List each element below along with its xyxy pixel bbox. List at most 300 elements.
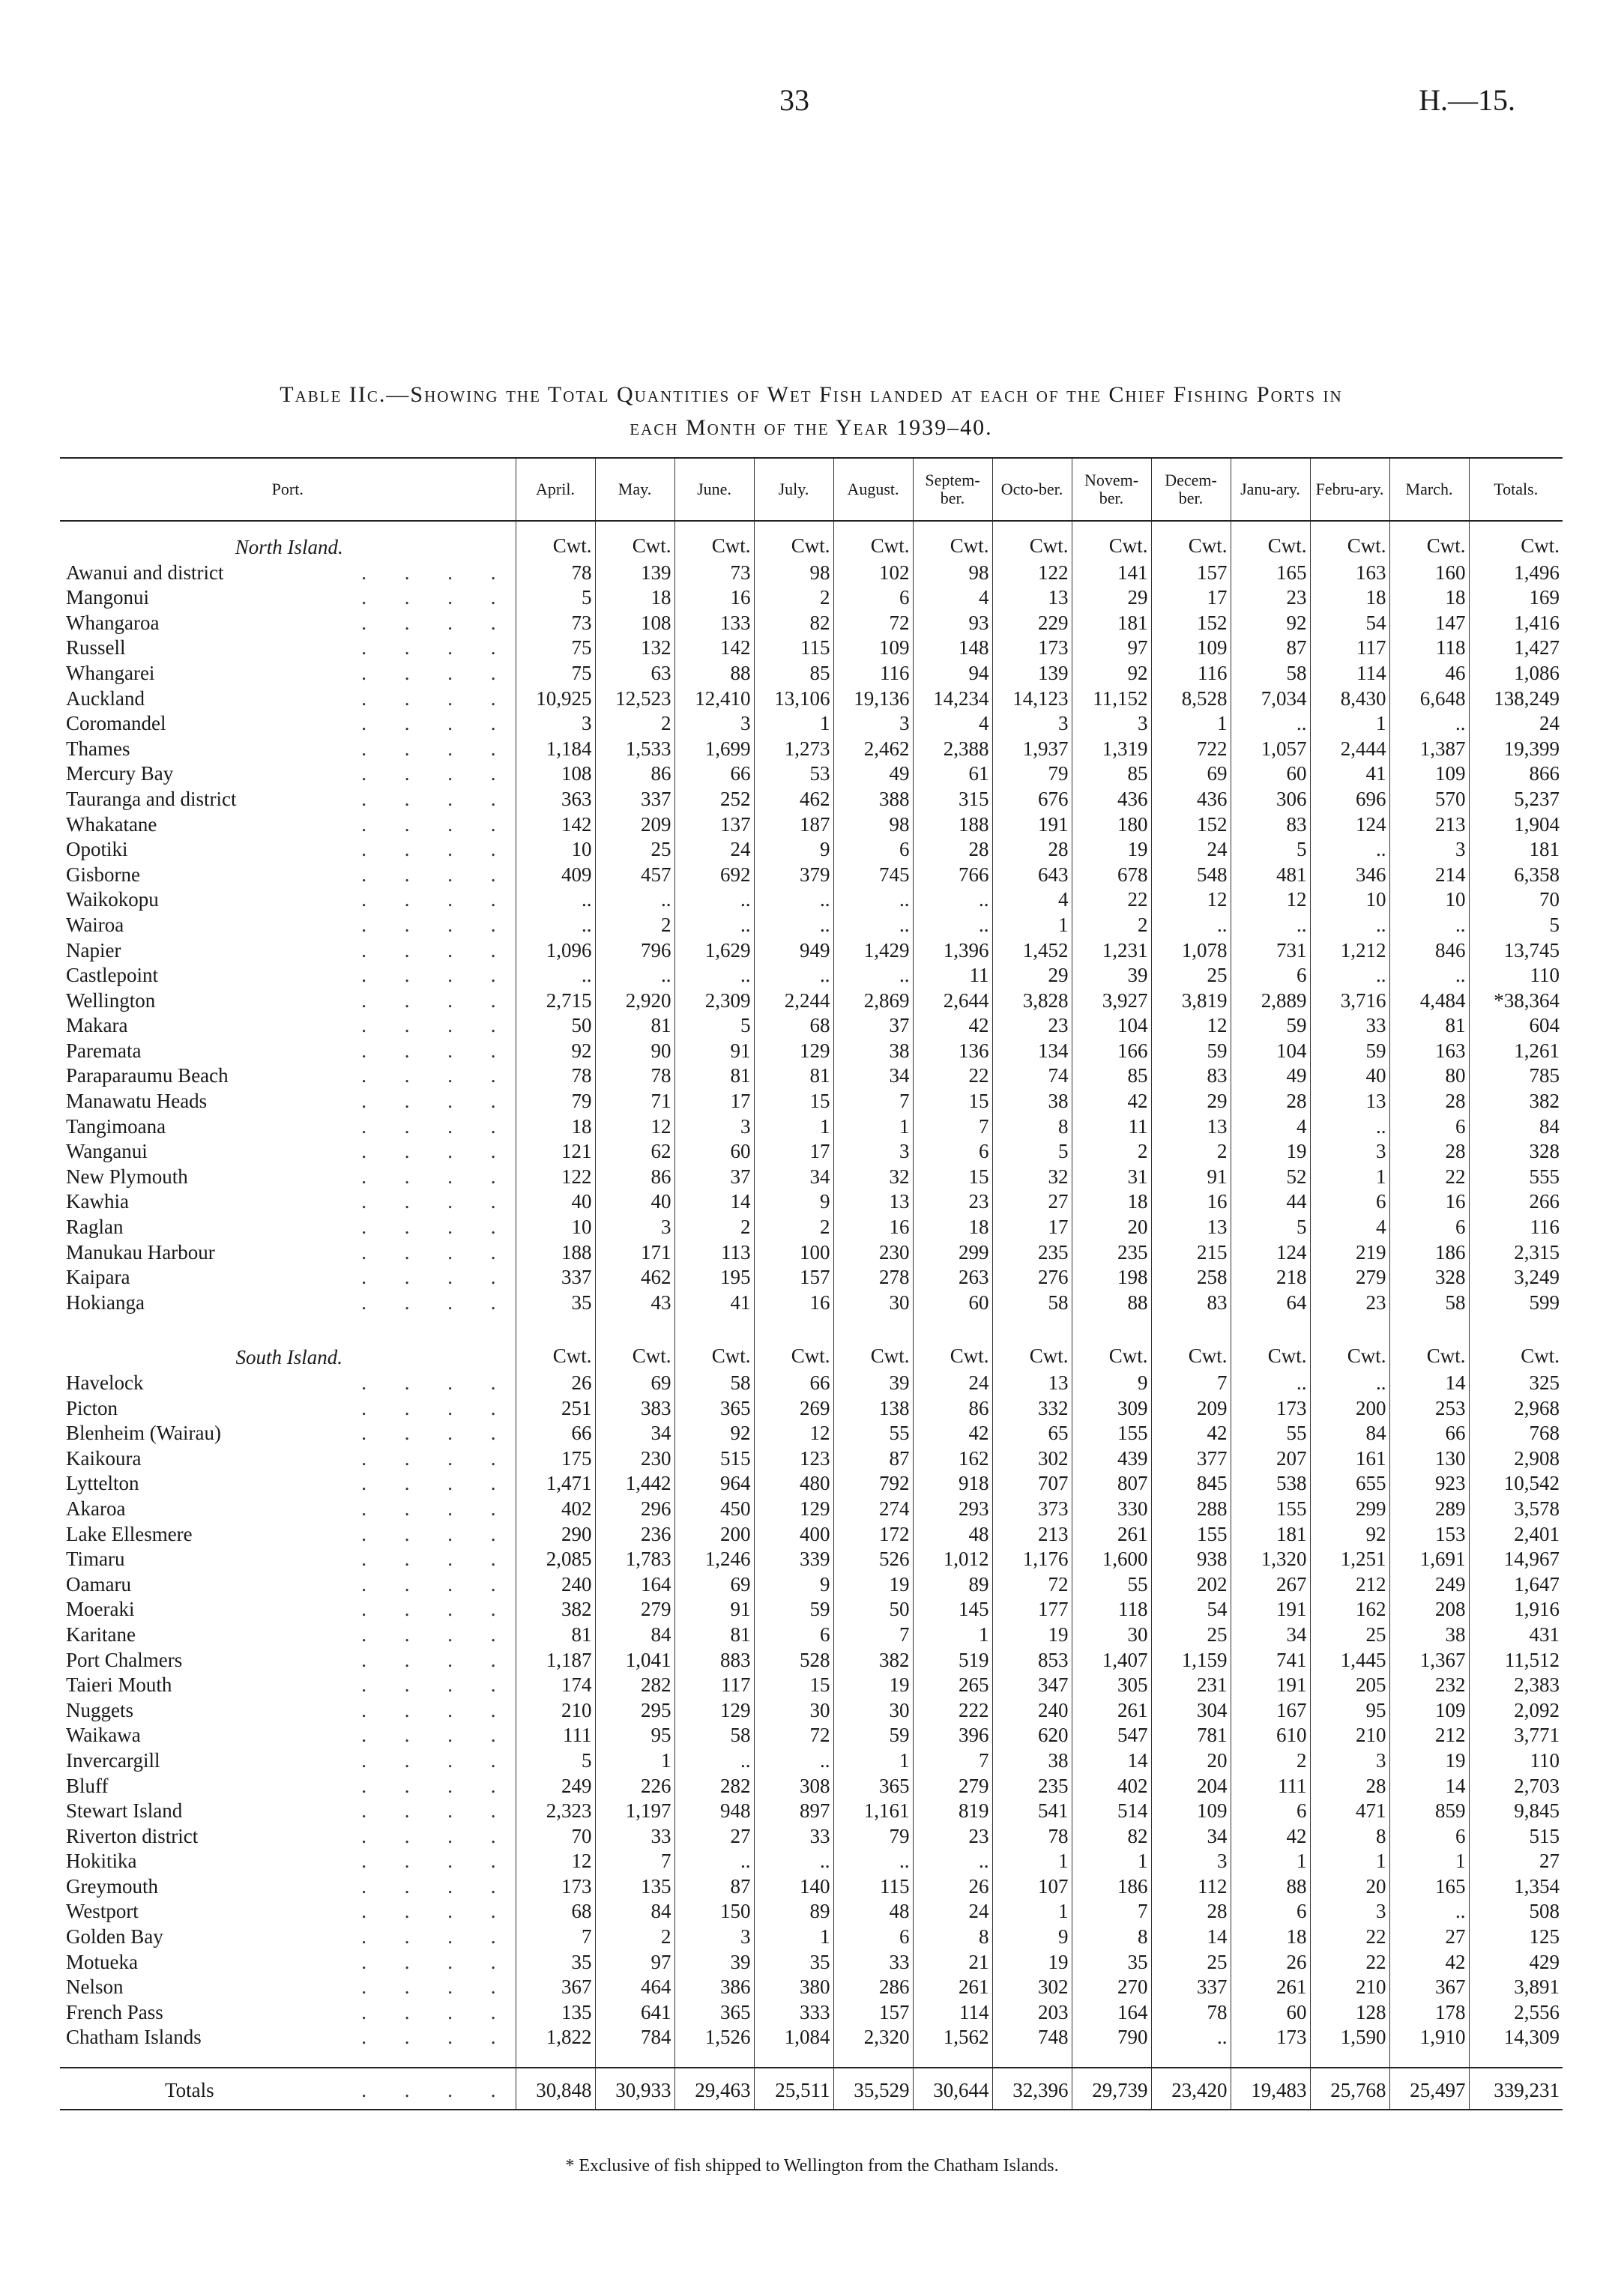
month-value-cell: 18 [516, 1114, 595, 1140]
unit-label: Cwt. [913, 521, 992, 561]
month-value-cell: 19 [1072, 837, 1151, 863]
leader-dots: . . . . [361, 636, 513, 659]
column-header: Decem-ber. [1151, 458, 1231, 521]
month-value-cell: 3 [1310, 1748, 1389, 1774]
month-value-cell: 59 [1231, 1013, 1310, 1039]
month-value-cell: 30 [833, 1291, 913, 1316]
section-heading: North Island. [235, 536, 343, 558]
leader-dots: . . . . [361, 1140, 513, 1163]
spacer-cell [595, 1315, 674, 1332]
port-name-cell [60, 1522, 516, 1548]
month-value-cell: 42 [1231, 1824, 1310, 1850]
unit-label: Cwt. [992, 1332, 1072, 1371]
table-row [60, 787, 1563, 812]
port-name-cell [60, 2025, 516, 2050]
month-value-cell: 23 [992, 1013, 1072, 1039]
table-row [60, 686, 1563, 712]
leader-dots: . . . . [361, 1472, 513, 1495]
month-value-cell: 81 [674, 1623, 754, 1648]
month-value-cell: 175 [516, 1446, 595, 1472]
month-value-cell: 32 [992, 1165, 1072, 1190]
port-name: Havelock [66, 1371, 144, 1394]
month-value-cell: 4 [992, 887, 1072, 913]
month-value-cell: 198 [1072, 1265, 1151, 1291]
month-value-cell: 1,231 [1072, 938, 1151, 964]
unit-label: Cwt. [1389, 1332, 1469, 1371]
leader-dots: . . . . [361, 2079, 513, 2102]
table-row [60, 863, 1563, 888]
leader-dots: . . . . [361, 1266, 513, 1289]
month-value-cell: 97 [595, 1950, 674, 1975]
leader-dots: . . . . [361, 1371, 513, 1394]
table-row [60, 1572, 1563, 1598]
month-value-cell: 165 [1231, 561, 1310, 586]
column-header: Octo-ber. [992, 458, 1072, 521]
port-name-cell [60, 1165, 516, 1190]
month-value-cell: 186 [1389, 1240, 1469, 1266]
month-value-cell: 66 [516, 1421, 595, 1446]
month-value-cell: 24 [674, 837, 754, 863]
month-value-cell: 22 [1310, 1950, 1389, 1975]
month-value-cell: 230 [833, 1240, 913, 1266]
port-name: Timaru [66, 1548, 125, 1571]
month-value-cell: 1,407 [1072, 1648, 1151, 1673]
month-value-cell: 59 [1310, 1039, 1389, 1064]
table-row [60, 1748, 1563, 1774]
month-value-cell: 938 [1151, 1547, 1231, 1572]
row-total-cell: 266 [1469, 1189, 1563, 1215]
port-name-cell [60, 1547, 516, 1572]
month-value-cell: 139 [595, 561, 674, 586]
month-value-cell: 464 [595, 1975, 674, 2000]
month-value-cell: 373 [992, 1497, 1072, 1522]
month-value-cell: 187 [754, 812, 833, 838]
unit-label: Cwt. [833, 1332, 913, 1371]
month-value-cell: 2,320 [833, 2025, 913, 2050]
row-total-cell: 785 [1469, 1063, 1563, 1089]
month-value-cell: 66 [674, 761, 754, 787]
month-value-cell: 337 [595, 787, 674, 812]
month-value-cell: 23 [913, 1824, 992, 1850]
month-value-cell: 6 [1231, 1799, 1310, 1824]
row-total-cell: 14,309 [1469, 2025, 1563, 2050]
month-value-cell: 386 [674, 1975, 754, 2000]
table-row [60, 1497, 1563, 1522]
month-value-cell: 10 [1310, 887, 1389, 913]
port-name-cell [60, 1215, 516, 1240]
month-value-cell: 2,085 [516, 1547, 595, 1572]
spacer-cell [913, 2050, 992, 2068]
month-value-cell: 363 [516, 787, 595, 812]
row-total-cell: 181 [1469, 837, 1563, 863]
month-value-cell: 20 [1310, 1874, 1389, 1900]
row-total-cell: 508 [1469, 1899, 1563, 1925]
month-value-cell: 7 [833, 1089, 913, 1114]
row-total-cell: 382 [1469, 1089, 1563, 1114]
month-value-cell: .. [1310, 1371, 1389, 1396]
month-value-cell: 29 [992, 963, 1072, 988]
month-value-cell: 91 [674, 1597, 754, 1623]
row-total-cell: 110 [1469, 1748, 1563, 1774]
month-value-cell: 5 [674, 1013, 754, 1039]
month-value-cell: 219 [1310, 1240, 1389, 1266]
month-value-cell: 157 [1151, 561, 1231, 586]
month-value-cell: 6 [913, 1139, 992, 1165]
month-value-cell: 14 [1389, 1371, 1469, 1396]
port-name-cell [60, 1698, 516, 1724]
month-value-cell: 92 [1072, 661, 1151, 686]
port-name: Hokianga [66, 1291, 145, 1314]
port-name-cell [60, 1849, 516, 1874]
month-value-cell: 1,212 [1310, 938, 1389, 964]
month-value-cell: 109 [1151, 1799, 1231, 1824]
month-value-cell: 98 [913, 561, 992, 586]
spacer-cell [1469, 2050, 1563, 2068]
month-value-cell: 3 [674, 1114, 754, 1140]
month-value-cell: 19 [833, 1673, 913, 1698]
table-row [60, 2000, 1563, 2026]
port-name-cell [60, 863, 516, 888]
month-value-cell: 3,716 [1310, 988, 1389, 1014]
port-name: Golden Bay [66, 1925, 163, 1949]
month-value-cell: 88 [1231, 1874, 1310, 1900]
row-total-cell: 2,968 [1469, 1396, 1563, 1422]
month-value-cell: 207 [1231, 1446, 1310, 1472]
month-value-cell: .. [1151, 913, 1231, 938]
month-value-cell: 261 [1072, 1698, 1151, 1724]
port-name: Invercargill [66, 1748, 160, 1772]
month-value-cell: 65 [992, 1421, 1072, 1446]
table-row [60, 812, 1563, 838]
month-value-cell: 18 [913, 1215, 992, 1240]
row-total-cell: 2,703 [1469, 1774, 1563, 1799]
month-total-cell: 35,529 [833, 2068, 913, 2110]
month-value-cell: 265 [913, 1673, 992, 1698]
month-value-cell: 6 [833, 837, 913, 863]
port-name: Tangimoana [66, 1114, 166, 1138]
row-total-cell: 84 [1469, 1114, 1563, 1140]
month-value-cell: 6,648 [1389, 686, 1469, 712]
port-name-cell [60, 1623, 516, 1648]
month-value-cell: 177 [992, 1597, 1072, 1623]
month-value-cell: 964 [674, 1471, 754, 1497]
row-total-cell: 11,512 [1469, 1648, 1563, 1673]
month-value-cell: 29 [1072, 585, 1151, 611]
month-value-cell: 337 [1151, 1975, 1231, 2000]
month-value-cell: 1,600 [1072, 1547, 1151, 1572]
month-value-cell: 81 [516, 1623, 595, 1648]
row-total-cell: 3,578 [1469, 1497, 1563, 1522]
month-value-cell: 1 [833, 1114, 913, 1140]
month-value-cell: 222 [913, 1698, 992, 1724]
column-header: Novem-ber. [1072, 458, 1151, 521]
spacer-cell [992, 2050, 1072, 2068]
month-value-cell: 108 [516, 761, 595, 787]
port-name-cell [60, 561, 516, 586]
month-value-cell: 181 [1231, 1522, 1310, 1548]
port-name: Makara [66, 1014, 128, 1037]
month-value-cell: .. [833, 963, 913, 988]
month-value-cell: 124 [1310, 812, 1389, 838]
row-total-cell: 6,358 [1469, 863, 1563, 888]
month-value-cell: .. [1389, 711, 1469, 737]
month-value-cell: 49 [833, 761, 913, 787]
month-value-cell: .. [913, 913, 992, 938]
table-row [60, 1396, 1563, 1422]
month-value-cell: 548 [1151, 863, 1231, 888]
month-value-cell: 16 [1151, 1189, 1231, 1215]
month-value-cell: 150 [674, 1899, 754, 1925]
month-value-cell: 897 [754, 1799, 833, 1824]
month-value-cell: 1,699 [674, 737, 754, 762]
month-value-cell: 173 [516, 1874, 595, 1900]
port-name-cell [60, 1572, 516, 1598]
month-value-cell: 212 [1310, 1572, 1389, 1598]
month-value-cell: 48 [833, 1899, 913, 1925]
month-value-cell: 92 [1310, 1522, 1389, 1548]
port-name-cell [60, 636, 516, 661]
month-value-cell: 50 [833, 1597, 913, 1623]
month-value-cell: 133 [674, 611, 754, 636]
unit-label: Cwt. [833, 521, 913, 561]
port-name-cell [60, 1371, 516, 1396]
month-value-cell: 24 [913, 1899, 992, 1925]
month-value-cell: 20 [1151, 1748, 1231, 1774]
spacer-cell [833, 1315, 913, 1332]
section-header-row [60, 521, 1563, 561]
spacer-cell [1310, 1315, 1389, 1332]
port-name: Waikokopu [66, 888, 159, 911]
table-row [60, 1547, 1563, 1572]
month-value-cell: .. [516, 913, 595, 938]
row-total-cell: 599 [1469, 1291, 1563, 1316]
month-value-cell: 30 [1072, 1623, 1151, 1648]
month-value-cell: 5 [1231, 837, 1310, 863]
month-value-cell: 570 [1389, 787, 1469, 812]
month-value-cell: 270 [1072, 1975, 1151, 2000]
month-value-cell: 436 [1072, 787, 1151, 812]
month-value-cell: 28 [1310, 1774, 1389, 1799]
month-value-cell: 122 [992, 561, 1072, 586]
row-total-cell: 2,383 [1469, 1673, 1563, 1698]
month-value-cell: 75 [516, 661, 595, 686]
month-value-cell: 152 [1151, 812, 1231, 838]
unit-label: Cwt. [674, 521, 754, 561]
month-value-cell: 328 [1389, 1265, 1469, 1291]
month-value-cell: .. [516, 887, 595, 913]
month-value-cell: 295 [595, 1698, 674, 1724]
month-value-cell: 34 [1151, 1824, 1231, 1850]
month-value-cell: 4 [913, 711, 992, 737]
month-value-cell: 1 [1310, 711, 1389, 737]
month-value-cell: 42 [913, 1013, 992, 1039]
row-total-cell: 429 [1469, 1950, 1563, 1975]
month-value-cell: .. [1389, 1899, 1469, 1925]
month-value-cell: 88 [1072, 1291, 1151, 1316]
month-value-cell: 400 [754, 1522, 833, 1548]
port-name: Kaikoura [66, 1446, 142, 1470]
month-value-cell: 19 [1389, 1748, 1469, 1774]
month-value-cell: .. [913, 887, 992, 913]
month-value-cell: 365 [833, 1774, 913, 1799]
month-value-cell: 98 [833, 812, 913, 838]
month-value-cell: 85 [1072, 761, 1151, 787]
row-total-cell: 325 [1469, 1371, 1563, 1396]
month-value-cell: 383 [595, 1396, 674, 1422]
month-value-cell: 19 [833, 1572, 913, 1598]
month-value-cell: 163 [1389, 1039, 1469, 1064]
month-value-cell: 29 [1151, 1089, 1231, 1114]
port-name-cell [60, 1039, 516, 1064]
month-value-cell: 13 [1310, 1089, 1389, 1114]
month-value-cell: 1 [992, 1899, 1072, 1925]
table-row [60, 1039, 1563, 1064]
spacer-cell [754, 1315, 833, 1332]
month-value-cell: 30 [754, 1698, 833, 1724]
month-value-cell: 60 [1231, 2000, 1310, 2026]
month-value-cell: 2,444 [1310, 737, 1389, 762]
leader-dots: . . . . [361, 1446, 513, 1470]
leader-dots: . . . . [361, 1422, 513, 1445]
row-total-cell: 138,249 [1469, 686, 1563, 712]
table-row [60, 1925, 1563, 1950]
month-value-cell: 2,323 [516, 1799, 595, 1824]
spacer-row [60, 2050, 1563, 2068]
leader-dots: . . . . [361, 1548, 513, 1571]
month-value-cell: 330 [1072, 1497, 1151, 1522]
port-name-cell [60, 585, 516, 611]
row-total-cell: 3,249 [1469, 1265, 1563, 1291]
spacer-cell [674, 1315, 754, 1332]
month-value-cell: 84 [595, 1899, 674, 1925]
month-value-cell: 231 [1151, 1673, 1231, 1698]
month-value-cell: 160 [1389, 561, 1469, 586]
row-total-cell: 27 [1469, 1849, 1563, 1874]
leader-dots: . . . . [361, 1975, 513, 1999]
month-value-cell: 1,197 [595, 1799, 674, 1824]
month-value-cell: 1 [1231, 1849, 1310, 1874]
leader-dots: . . . . [361, 1522, 513, 1545]
month-value-cell: 7 [595, 1849, 674, 1874]
month-value-cell: .. [1310, 963, 1389, 988]
unit-label: Cwt. [754, 1332, 833, 1371]
leader-dots: . . . . [361, 938, 513, 962]
month-value-cell: 538 [1231, 1471, 1310, 1497]
leader-dots: . . . . [361, 1900, 513, 1923]
month-value-cell: 16 [1389, 1189, 1469, 1215]
month-total-cell: 30,933 [595, 2068, 674, 2110]
month-value-cell: 135 [595, 1874, 674, 1900]
month-value-cell: 923 [1389, 1471, 1469, 1497]
port-name-cell [60, 1648, 516, 1673]
month-value-cell: 83 [1151, 1291, 1231, 1316]
month-value-cell: 164 [595, 1572, 674, 1598]
month-value-cell: 83 [1231, 812, 1310, 838]
port-name-cell [60, 1673, 516, 1698]
month-value-cell: 66 [754, 1371, 833, 1396]
month-value-cell: 1,910 [1389, 2025, 1469, 2050]
month-value-cell: 109 [1151, 636, 1231, 661]
table-row [60, 1623, 1563, 1648]
month-value-cell: 13,106 [754, 686, 833, 712]
month-value-cell: 1 [992, 1849, 1072, 1874]
month-value-cell: 19 [992, 1623, 1072, 1648]
port-name-cell [60, 1446, 516, 1472]
month-value-cell: 396 [913, 1723, 992, 1748]
month-value-cell: 731 [1231, 938, 1310, 964]
column-header: Janu-ary. [1231, 458, 1310, 521]
month-value-cell: 111 [1231, 1774, 1310, 1799]
month-value-cell: 2 [595, 1925, 674, 1950]
month-value-cell: 79 [833, 1824, 913, 1850]
month-value-cell: 82 [1072, 1824, 1151, 1850]
month-value-cell: 2 [1231, 1748, 1310, 1774]
row-total-cell: 3,891 [1469, 1975, 1563, 2000]
month-value-cell: 3 [1072, 711, 1151, 737]
month-value-cell: 8 [1072, 1925, 1151, 1950]
month-value-cell: 282 [595, 1673, 674, 1698]
month-value-cell: 7,034 [1231, 686, 1310, 712]
month-value-cell: 123 [754, 1446, 833, 1472]
leader-dots: . . . . [361, 913, 513, 936]
port-name: Whangaroa [66, 611, 160, 634]
port-name-cell [60, 1925, 516, 1950]
month-value-cell: 171 [595, 1240, 674, 1266]
month-value-cell: 235 [1072, 1240, 1151, 1266]
leader-dots: . . . . [361, 863, 513, 886]
unit-label: Cwt. [595, 1332, 674, 1371]
row-total-cell: 1,261 [1469, 1039, 1563, 1064]
month-value-cell: 10,925 [516, 686, 595, 712]
month-value-cell: 304 [1151, 1698, 1231, 1724]
month-value-cell: 380 [754, 1975, 833, 2000]
month-value-cell: 289 [1389, 1497, 1469, 1522]
month-value-cell: 279 [1310, 1265, 1389, 1291]
port-name: Nuggets [66, 1698, 133, 1721]
month-value-cell: 918 [913, 1471, 992, 1497]
column-header: June. [674, 458, 754, 521]
month-value-cell: 261 [1072, 1522, 1151, 1548]
port-name: Blenheim (Wairau) [66, 1422, 221, 1445]
month-value-cell: 155 [1072, 1421, 1151, 1446]
month-value-cell: 365 [674, 2000, 754, 2026]
row-total-cell: 1,427 [1469, 636, 1563, 661]
month-value-cell: 299 [1310, 1497, 1389, 1522]
month-total-cell: 29,739 [1072, 2068, 1151, 2110]
table-row [60, 1874, 1563, 1900]
month-value-cell: 81 [754, 1063, 833, 1089]
month-value-cell: 139 [992, 661, 1072, 686]
month-value-cell: 263 [913, 1265, 992, 1291]
unit-label: Cwt. [754, 521, 833, 561]
month-value-cell: 722 [1151, 737, 1231, 762]
month-value-cell: 163 [1310, 561, 1389, 586]
month-value-cell: 2,715 [516, 988, 595, 1014]
month-value-cell: 58 [1231, 661, 1310, 686]
month-value-cell: 28 [1231, 1089, 1310, 1114]
month-value-cell: 162 [913, 1446, 992, 1472]
port-name: Hokitika [66, 1850, 137, 1873]
month-total-cell: 25,511 [754, 2068, 833, 2110]
column-header: Febru-ary. [1310, 458, 1389, 521]
month-value-cell: 306 [1231, 787, 1310, 812]
month-value-cell: 208 [1389, 1597, 1469, 1623]
month-value-cell: 84 [1310, 1421, 1389, 1446]
month-value-cell: 5 [1231, 1215, 1310, 1240]
unit-label: Cwt. [1151, 521, 1231, 561]
table-row [60, 711, 1563, 737]
month-value-cell: 3 [833, 711, 913, 737]
